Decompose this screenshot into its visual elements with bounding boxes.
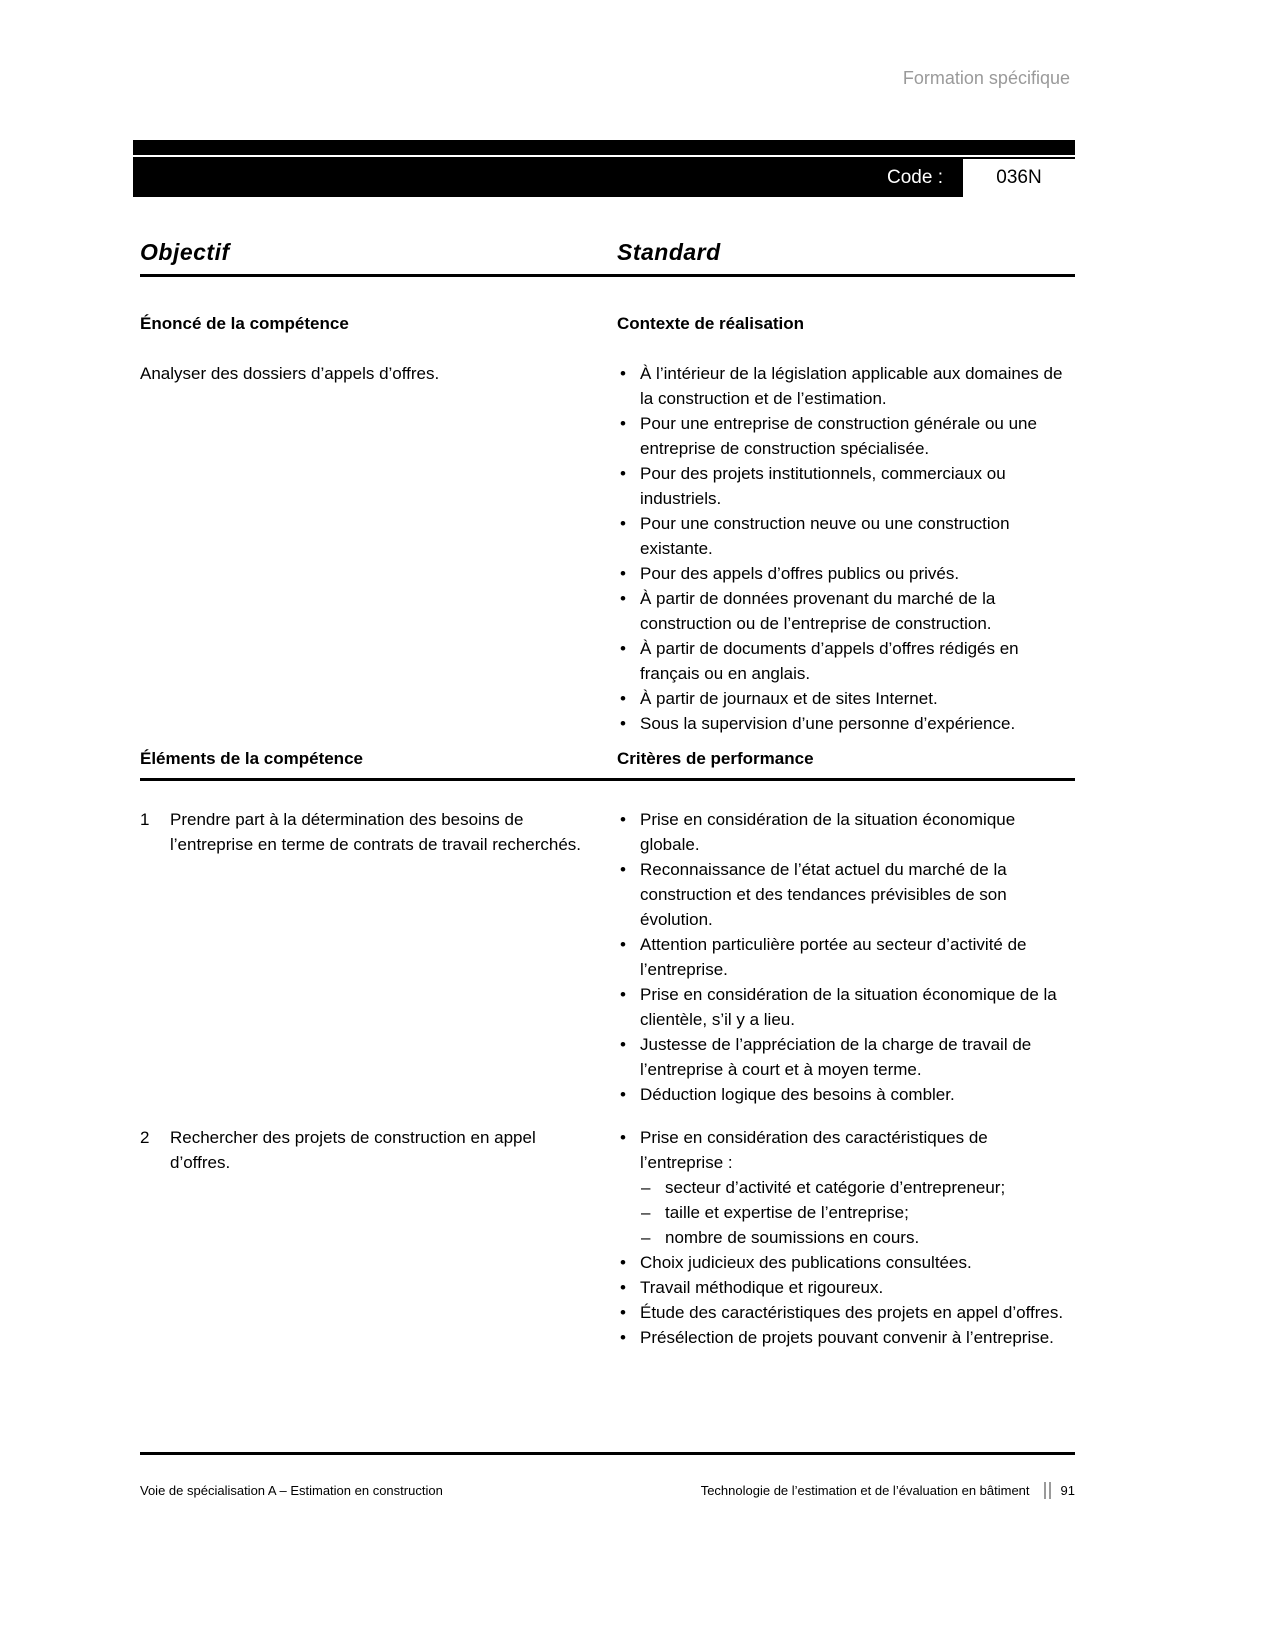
contexte-heading: Contexte de réalisation bbox=[617, 314, 805, 333]
list-item: • Présélection de projets pouvant convenir à l’entreprise. bbox=[617, 1325, 1075, 1350]
footer-left-text: Voie de spécialisation A – Estimation en construction bbox=[140, 1483, 443, 1498]
criteria2-cell bbox=[617, 1125, 1075, 1350]
header-rule bbox=[140, 274, 1075, 277]
list-item: • Pour une construction neuve ou une construction existante. bbox=[617, 511, 1075, 561]
sub-list-item: – taille et expertise de l’entreprise; bbox=[641, 1200, 1075, 1225]
element-2 bbox=[140, 1125, 617, 1350]
code-bar-divider bbox=[133, 155, 1075, 157]
list-item: • À partir de journaux et de sites Internet. bbox=[617, 686, 1075, 711]
list-item: • Attention particulière portée au secteur d’activité de l’entreprise. bbox=[617, 932, 1075, 982]
code-label: Code : bbox=[887, 167, 943, 188]
list-item: • Pour des projets institutionnels, commerciaux ou industriels. bbox=[617, 461, 1075, 511]
criteria2-list bbox=[617, 1125, 1075, 1350]
code-value: 036N bbox=[963, 159, 1075, 197]
running-header: Formation spécifique bbox=[902, 68, 1070, 88]
section2-headings-row bbox=[140, 748, 1075, 770]
list-item: • Justesse de l’appréciation de la charge de travail de l’entreprise à court et à moyen terme. bbox=[617, 1032, 1075, 1082]
context-cell bbox=[617, 361, 1075, 736]
sub-list-item: – nombre de soumissions en cours. bbox=[641, 1225, 1075, 1250]
list-item: • À l’intérieur de la législation applicable aux domaines de la construction et de l’estimation. bbox=[617, 361, 1075, 411]
element-number: 2 bbox=[140, 1128, 150, 1147]
criteria1-cell bbox=[617, 807, 1075, 1107]
list-item: • À partir de documents d’appels d’offres rédigés en français ou en anglais. bbox=[617, 636, 1075, 686]
list-item: • Pour une entreprise de construction générale ou une entreprise de construction spécialisée. bbox=[617, 411, 1075, 461]
list-item: • Choix judicieux des publications consultées. bbox=[617, 1250, 1075, 1275]
list-item: • Travail méthodique et rigoureux. bbox=[617, 1275, 1075, 1300]
sub-list-item: – secteur d’activité et catégorie d’entrepreneur; bbox=[641, 1175, 1075, 1200]
list-item: • Étude des caractéristiques des projets en appel d’offres. bbox=[617, 1300, 1075, 1325]
criteria1-list bbox=[617, 807, 1075, 1107]
section1-headings-row bbox=[140, 313, 1075, 335]
enonce-heading: Énoncé de la compétence bbox=[140, 314, 349, 333]
standard-heading: Standard bbox=[617, 239, 721, 265]
element-1 bbox=[140, 807, 617, 1107]
objectif-heading: Objectif bbox=[140, 239, 230, 265]
list-item: • Déduction logique des besoins à combler. bbox=[617, 1082, 1075, 1107]
context-list bbox=[617, 361, 1075, 736]
section1-content-row bbox=[140, 361, 1075, 736]
page-number: 91 bbox=[1060, 1483, 1075, 1498]
list-item-text: Prise en considération des caractéristiques de l’entreprise : bbox=[640, 1128, 988, 1172]
competence-statement: Analyser des dossiers d’appels d’offres. bbox=[140, 364, 440, 383]
page-number-separator bbox=[1044, 1482, 1051, 1499]
column-headers-row bbox=[140, 238, 1075, 266]
criteria2-sublist bbox=[640, 1175, 1075, 1250]
criteres-heading: Critères de performance bbox=[617, 749, 814, 768]
list-item: • Sous la supervision d’une personne d’expérience. bbox=[617, 711, 1075, 736]
element-text: Rechercher des projets de construction en appel d’offres. bbox=[170, 1128, 536, 1172]
section2-rule bbox=[140, 778, 1075, 781]
list-item bbox=[617, 1125, 1075, 1250]
elements-heading: Éléments de la compétence bbox=[140, 749, 363, 768]
list-item: • Prise en considération de la situation économique de la clientèle, s’il y a lieu. bbox=[617, 982, 1075, 1032]
list-item: • Pour des appels d’offres publics ou privés. bbox=[617, 561, 1075, 586]
element1-row bbox=[140, 807, 1075, 1107]
element-text: Prendre part à la détermination des besoins de l’entreprise en terme de contrats de travail recherchés. bbox=[170, 810, 582, 854]
list-item: • Reconnaissance de l’état actuel du marché de la construction et des tendances prévisibles de son évolution. bbox=[617, 857, 1075, 932]
footer bbox=[140, 1482, 1075, 1499]
list-item: • Prise en considération de la situation économique globale. bbox=[617, 807, 1075, 857]
footer-rule bbox=[140, 1452, 1075, 1455]
element2-row bbox=[140, 1125, 1075, 1350]
element-number: 1 bbox=[140, 810, 150, 829]
list-item: • À partir de données provenant du marché de la construction ou de l’entreprise de construction. bbox=[617, 586, 1075, 636]
code-bar bbox=[133, 140, 1075, 197]
content-area bbox=[140, 238, 1075, 1350]
footer-right-text: Technologie de l’estimation et de l’évaluation en bâtiment bbox=[700, 1483, 1030, 1498]
